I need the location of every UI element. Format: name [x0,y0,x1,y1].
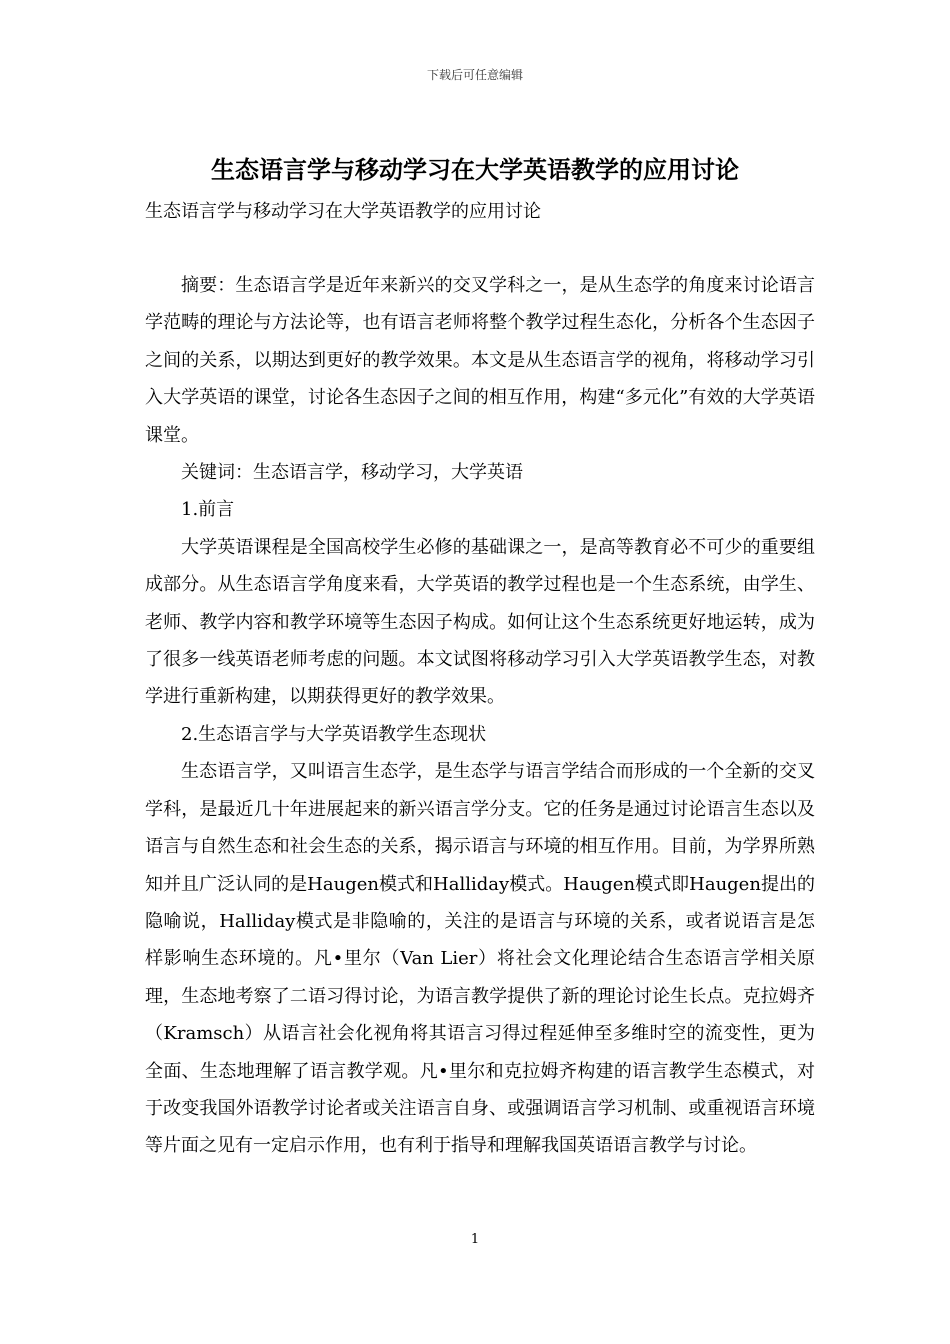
ecolinguistics-paragraph: 生态语言学，又叫语言生态学，是生态学与语言学结合而形成的一个全新的交叉学科，是最近几十年进展起来的新兴语言学分支。它的任务是通过讨论语言生态以及语言与自然生态和社会生态的关系，揭示语言与环境的相互作用。目前，为学界所熟知并且广泛认同的是Haugen模式和Halliday模式。Haugen模式即Haugen提出的隐喻说，Halliday模式是非隐喻的，关注的是语言与环境的关系，或者说语言是怎样影响生态环境的。凡•里尔（Van Lier）将社会文化理论结合生态语言学相关原理，生态地考察了二语习得讨论，为语言教学提供了新的理论讨论生长点。克拉姆齐（Kramsch）从语言社会化视角将其语言习得过程延伸至多维时空的流变性，更为全面、生态地理解了语言教学观。凡•里尔和克拉姆齐构建的语言教学生态模式，对于改变我国外语教学讨论者或关注语言自身、或强调语言学习机制、或重视语言环境等片面之见有一定启示作用，也有利于指导和理解我国英语语言教学与讨论。 [145,761,815,1157]
abstract-paragraph: 摘要：生态语言学是近年来新兴的交叉学科之一，是从生态学的角度来讨论语言学范畴的理论与方法论等，也有语言老师将整个教学过程生态化，分析各个生态因子之间的关系，以期达到更好的教学效果。本文是从生态语言学的视角，将移动学习引入大学英语的课堂，讨论各生态因子之间的相互作用，构建“多元化”有效的大学英语课堂。 [145,275,815,446]
introduction-paragraph: 大学英语课程是全国高校学生必修的基础课之一，是高等教育必不可少的重要组成部分。从生态语言学角度来看，大学英语的教学过程也是一个生态系统，由学生、老师、教学内容和教学环境等生态因子构成。如何让这个生态系统更好地运转，成为了很多一线英语老师考虑的问题。本文试图将移动学习引入大学英语教学生态，对教学进行重新构建，以期获得更好的教学效果。 [145,536,815,708]
document-subtitle: 生态语言学与移动学习在大学英语教学的应用讨论 [145,201,541,222]
document-title: 生态语言学与移动学习在大学英语教学的应用讨论 [211,155,739,184]
page-number: 1 [470,1232,480,1247]
document-body [145,267,815,1165]
keywords-paragraph: 关键词：生态语言学，移动学习，大学英语 [181,462,523,484]
section-heading-introduction: 1.前言 [181,499,235,521]
section-heading-ecolinguistics: 2.生态语言学与大学英语教学生态现状 [181,723,487,745]
page-header-note: 下载后可任意编辑 [426,68,523,82]
